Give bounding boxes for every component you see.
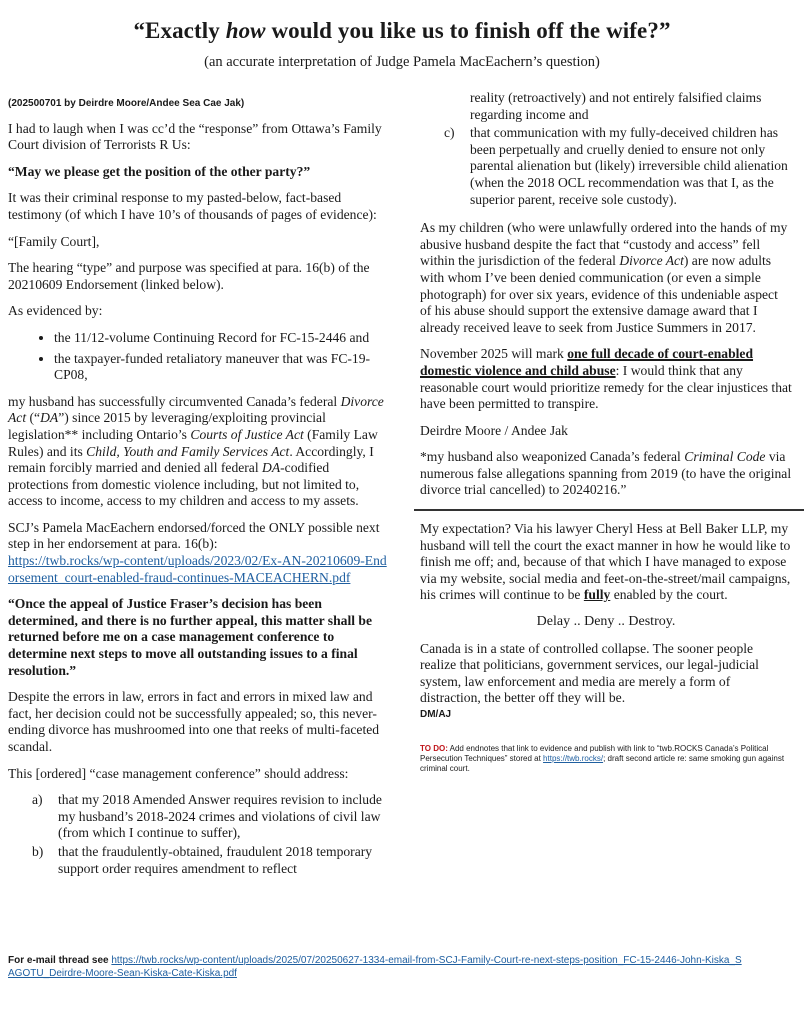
email-thread-footer: For e-mail thread see https://twb.rocks/wp-content/uploads/2025/07/20250627-1334-email-from-SCJ-Family-Court-re-next-steps-position_FC-15-2446-John-Kiska_SAGOTU_Deirdre-Moore-Sean-Kiska-Cate-Kiska.pdf bbox=[8, 955, 742, 979]
emphasized-word: fully bbox=[583, 587, 611, 603]
paragraph: As evidenced by: bbox=[8, 303, 103, 319]
dateline: (202500701 by Deirdre Moore/Andee Sea Cae Jak) bbox=[8, 98, 245, 109]
todo-note: TO DO: Add endnotes that link to evidence and publish with link to “twb.ROCKS Canada’s Political Persecution Techniques” stored at https://twb.rocks/; draft second article re: same smoking gun against criminal court. bbox=[420, 744, 785, 773]
quoted-endorsement: “Once the appeal of Justice Fraser’s decision has been determined, and there is no further appeal, this matter shall be returned before me on a case management conference to determine next steps to move all outstanding issues to a final resolution.” bbox=[8, 596, 373, 678]
quoted-question: “May we please get the position of the other party?” bbox=[8, 163, 311, 179]
conference-items-continued bbox=[420, 90, 792, 208]
paragraph: I had to laugh when I was cc’d the “response” from Ottawa’s Family Court division of Terrorists R Us: bbox=[8, 120, 382, 153]
paragraph: “[Family Court], bbox=[8, 233, 100, 249]
left-column bbox=[8, 84, 390, 879]
paragraph: SCJ’s Pamela MacEachern endorsed/forced the ONLY possible next step in her endorsement at para. 16(b): https://twb.rocks/wp-content/uploads/2023/02/Ex-AN-20210609-Endorsement_court-enabled-fraud-continues-MACEACHERN.pdf bbox=[8, 519, 387, 585]
paragraph: It was their criminal response to my pasted-below, fact-based testimony (of which I have 10’s of thousands of pages of evidence): bbox=[8, 190, 377, 222]
list-item: a) that my 2018 Amended Answer requires revision to include my husband’s 2018-2024 crimes and violations of civil law (from which I continue to suffer), bbox=[32, 792, 382, 841]
highlighted-phrase: one full decade of court-enabled domestic violence and child abuse bbox=[420, 346, 754, 378]
list-item: • the taxpayer-funded retaliatory maneuver that was FC-19-CP08, bbox=[54, 351, 390, 384]
section-divider bbox=[414, 509, 804, 511]
right-column bbox=[420, 90, 792, 774]
evidence-list bbox=[8, 330, 390, 384]
paragraph: The hearing “type” and purpose was specified at para. 16(b) of the 20210609 Endorsement (linked below). bbox=[8, 260, 370, 292]
page-title: “Exactly how would you like us to finish off the wife?” bbox=[133, 18, 671, 43]
footnote: *my husband also weaponized Canada’s federal Criminal Code via numerous false allegations spanning from 2019 (to have the original divorce trial cancelled) to 20240216.” bbox=[420, 449, 792, 498]
list-item: b) that the fraudulently-obtained, fraudulent 2018 temporary support order requires amendment to reflect bbox=[32, 843, 373, 876]
list-item: • the 11/12-volume Continuing Record for FC-15-2446 and bbox=[54, 330, 390, 347]
paragraph: Despite the errors in law, errors in fact and errors in mixed law and fact, her decision could not be successfully appealed; so, this never-ending divorce has mushroomed into one that reeks of multi-faceted scandal. bbox=[8, 689, 380, 754]
initials: DM/AJ bbox=[420, 709, 452, 720]
list-item: c) that communication with my fully-deceived children has been perpetually and cruelly denied to ensure not only parental alienation but (likely) irreversible child alienation (when the 2018 OCL recommendation was that I, as the superior parent, receive sole custody). bbox=[444, 125, 788, 207]
paragraph: November 2025 will mark one full decade of court-enabled domestic violence and child abuse: I would think that any reasonable court would prioritize remedy for the clear injustices that have been permitted to transpire. bbox=[420, 346, 792, 412]
paragraph: my husband has successfully circumvented Canada’s federal Divorce Act (“DA”) since 2015 by leveraging/exploiting provincial legislation** including Ontario’s Courts of Justice Act (Family Law Rules) and its Child, Youth and Family Services Act. Accordingly, I remain forcibly married and denied all federal DA-codified protections from domestic violence including, but not limited to, access to income, access to my children and access to my assets. bbox=[8, 393, 384, 509]
twb-rocks-link[interactable]: https://twb.rocks/ bbox=[543, 754, 604, 763]
endorsement-link[interactable]: https://twb.rocks/wp-content/uploads/2023/02/Ex-AN-20210609-Endorsement_court-enabled-fraud-continues-MACEACHERN.pdf bbox=[8, 553, 387, 585]
title-emphasis: how bbox=[225, 18, 266, 43]
paragraph: My expectation? Via his lawyer Cheryl Hess at Bell Baker LLP, my husband will tell the court the exact manner in how he would like to finish me off; and, because of that which I have managed to expose via my website, social media and feet-on-the-street/mail campaigns, his crimes will continue to be fully enabled by the court. bbox=[420, 521, 791, 603]
conference-items-list bbox=[8, 792, 390, 877]
paragraph: This [ordered] “case management conference” should address: bbox=[8, 765, 349, 781]
page-subtitle: (an accurate interpretation of Judge Pamela MacEachern’s question) bbox=[204, 54, 600, 70]
signature-line: Deirdre Moore / Andee Jak bbox=[420, 422, 568, 438]
paragraph: As my children (who were unlawfully ordered into the hands of my abusive husband despite the fact that “custody and access” fell within the jurisdiction of the federal Divorce Act) are now adults with whom I’ve been denied communication (or even a simple photograph) for over six years, evidence of this undeniable aspect of his abuse should support the extensive damage award that I already received leave to seek from Justice Summers in 2017. bbox=[420, 220, 788, 335]
slogan: Delay .. Deny .. Destroy. bbox=[536, 614, 676, 630]
list-item-continued: reality (retroactively) and not entirely falsified claims regarding income and bbox=[470, 90, 762, 122]
paragraph: Canada is in a state of controlled collapse. The sooner people realize that politicians, government services, our legal-judicial system, law enforcement and media are merely a form of distraction, the better off they will be. bbox=[420, 640, 759, 706]
email-thread-link[interactable]: https://twb.rocks/wp-content/uploads/2025/07/20250627-1334-email-from-SCJ-Family-Court-re-next-steps-position_FC-15-2446-John-Kiska_SAGOTU_Deirdre-Moore-Sean-Kiska-Cate-Kiska.pdf bbox=[8, 955, 742, 979]
